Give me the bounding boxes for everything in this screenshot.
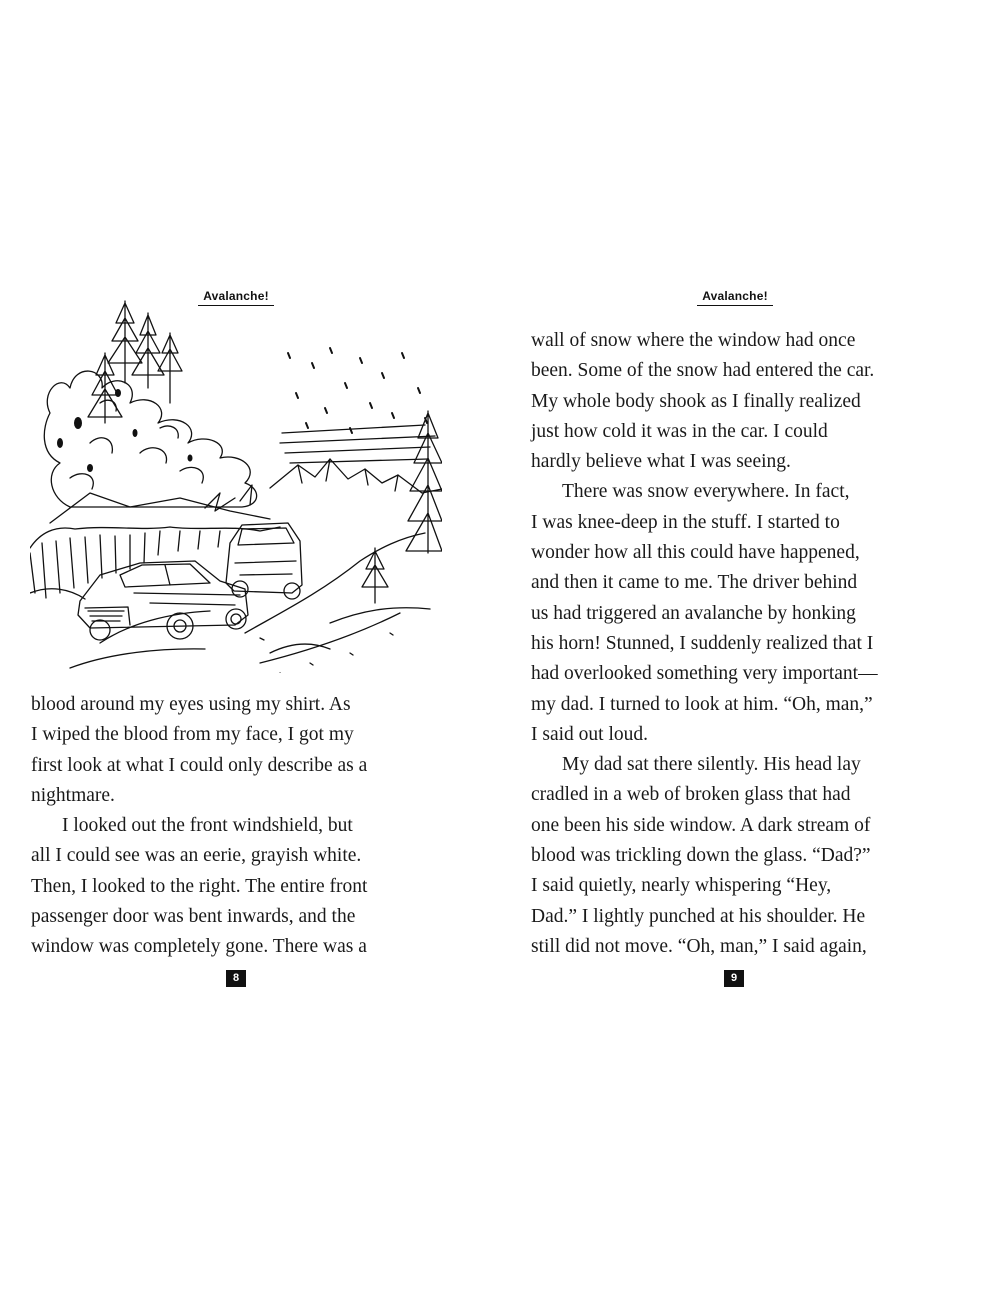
- text-line: There was snow everywhere. In fact,: [562, 481, 850, 503]
- text-line: blood around my eyes using my shirt. As: [31, 694, 351, 715]
- text-line: had overlooked something very important—: [531, 663, 878, 685]
- text-line: and then it came to me. The driver behind: [531, 572, 858, 594]
- text-line: all I could see was an eerie, grayish white.: [31, 845, 362, 867]
- text-line: hardly believe what I was seeing.: [531, 451, 791, 473]
- right-page: [500, 0, 1000, 1300]
- text-line: I wiped the blood from my face, I got my: [31, 724, 354, 746]
- text-line: Then, I looked to the right. The entire front: [31, 875, 368, 897]
- text-line: my dad. I turned to look at him. “Oh, man,”: [531, 693, 873, 715]
- body-text: [531, 326, 971, 962]
- text-line: one been his side window. A dark stream of: [531, 814, 871, 836]
- text-line: first look at what I could only describe as a: [31, 754, 368, 776]
- avalanche-car-illustration: [30, 293, 442, 673]
- text-line: been. Some of the snow had entered the car.: [531, 360, 875, 382]
- running-head: Avalanche!: [198, 289, 274, 306]
- text-line: I said quietly, nearly whispering “Hey,: [531, 875, 832, 897]
- text-line: window was completely gone. There was a: [31, 936, 367, 958]
- page-number: 8: [226, 970, 246, 987]
- text-line: blood was trickling down the glass. “Dad?”: [531, 845, 871, 867]
- text-line: wall of snow where the window had once: [531, 330, 856, 351]
- text-line: Dad.” I lightly punched at his shoulder. He: [531, 905, 866, 927]
- text-line: just how cold it was in the car. I could: [531, 420, 828, 442]
- text-line: his horn! Stunned, I suddenly realized that I: [531, 632, 874, 654]
- text-line: I said out loud.: [531, 723, 648, 745]
- text-line: us had triggered an avalanche by honking: [531, 602, 856, 624]
- text-line: I was knee-deep in the stuff. I started to: [531, 511, 840, 533]
- page-number: 9: [724, 970, 744, 987]
- text-line: passenger door was bent inwards, and the: [31, 906, 356, 928]
- text-line: I looked out the front windshield, but: [62, 815, 353, 837]
- running-head: Avalanche!: [697, 289, 773, 306]
- text-line: wonder how all this could have happened,: [531, 542, 860, 564]
- text-line: My whole body shook as I finally realized: [531, 390, 861, 412]
- text-line: My dad sat there silently. His head lay: [562, 754, 861, 776]
- text-line: cradled in a web of broken glass that had: [531, 784, 851, 806]
- text-line: still did not move. “Oh, man,” I said again,: [531, 935, 867, 957]
- text-line: nightmare.: [31, 784, 115, 806]
- body-text: [31, 690, 471, 963]
